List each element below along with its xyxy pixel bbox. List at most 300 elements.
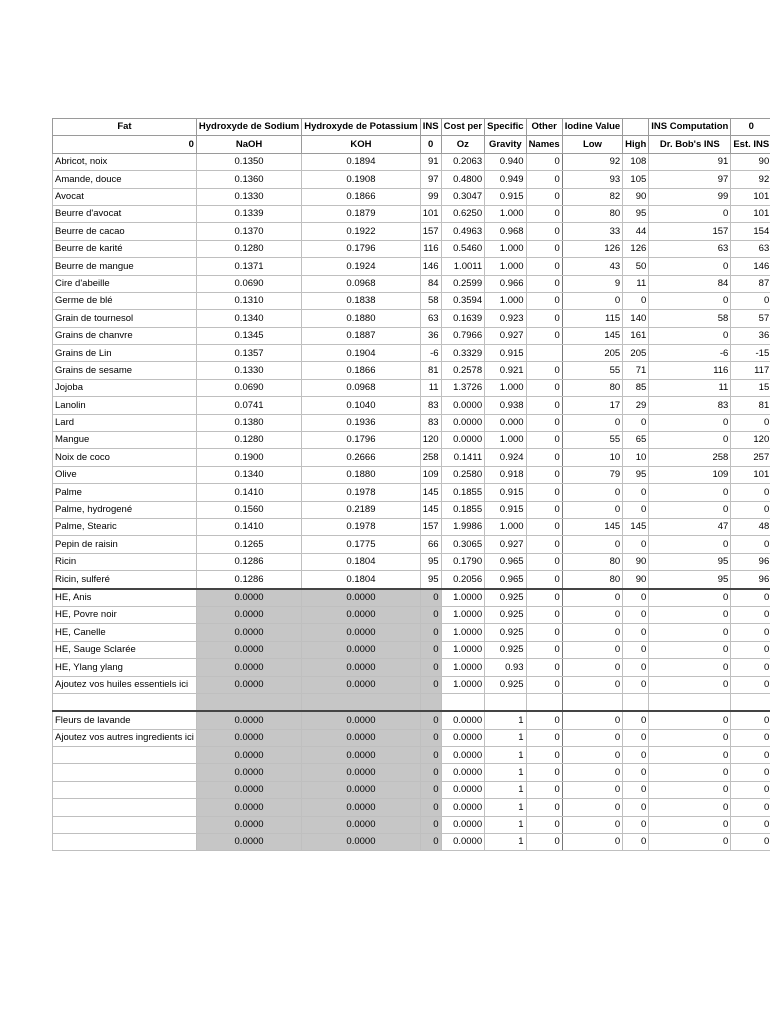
cell-koh[interactable]: 0.0000 [302,781,421,798]
cell-specific-gravity[interactable]: 1 [485,834,526,851]
cell-fat-name[interactable] [53,764,197,781]
cell-dr-bobs-ins[interactable]: 0 [649,205,731,222]
cell-ins[interactable]: 11 [420,379,441,396]
cell-ins[interactable]: 109 [420,466,441,483]
cell-naoh[interactable]: 0.0690 [196,379,301,396]
cell-koh[interactable]: KOH [302,136,421,153]
cell-ins[interactable]: INS [420,119,441,136]
cell-ins[interactable]: 36 [420,327,441,344]
cell-naoh[interactable]: 0.1900 [196,449,301,466]
cell-koh[interactable]: 0.0000 [302,606,421,623]
cell-fat-name[interactable]: Jojoba [53,379,197,396]
cell-fat-name[interactable]: Lanolin [53,397,197,414]
cell-fat-name[interactable] [53,693,197,711]
cell-iodine-high[interactable]: 108 [623,153,649,170]
cell-fat-name[interactable]: Ricin [53,553,197,570]
cell-fat-name[interactable]: Palme, Stearic [53,518,197,535]
cell-ins[interactable]: 0 [420,136,441,153]
cell-koh[interactable]: 0.1879 [302,205,421,222]
cell-naoh[interactable]: 0.1286 [196,571,301,589]
cell-iodine-high[interactable]: 85 [623,379,649,396]
cell-fat-name[interactable]: Palme, hydrogené [53,501,197,518]
cell-iodine-high[interactable]: High [623,136,649,153]
cell-fat-name[interactable] [53,799,197,816]
cell-specific-gravity[interactable]: 0.915 [485,188,526,205]
cell-other-names[interactable]: 0 [526,816,562,833]
cell-est-ins[interactable]: 36 [731,327,770,344]
cell-est-ins[interactable]: 120 [731,432,770,449]
cell-iodine-high[interactable] [623,693,649,711]
cell-iodine-high[interactable]: 0 [623,641,649,658]
cell-dr-bobs-ins[interactable]: 91 [649,153,731,170]
cell-naoh[interactable]: 0.0000 [196,659,301,676]
cell-iodine-high[interactable]: 0 [623,676,649,693]
cell-iodine-high[interactable]: 95 [623,205,649,222]
cell-specific-gravity[interactable]: 1.000 [485,432,526,449]
cell-koh[interactable]: 0.1838 [302,292,421,309]
cell-naoh[interactable]: 0.1310 [196,292,301,309]
cell-cost-per-oz[interactable]: 0.3047 [441,188,485,205]
cell-other-names[interactable]: 0 [526,641,562,658]
cell-cost-per-oz[interactable] [441,693,485,711]
cell-est-ins[interactable]: 0 [731,501,770,518]
cell-iodine-low[interactable]: 0 [562,292,622,309]
cell-specific-gravity[interactable]: 1.000 [485,240,526,257]
cell-dr-bobs-ins[interactable]: 0 [649,799,731,816]
cell-naoh[interactable]: 0.1280 [196,432,301,449]
cell-est-ins[interactable] [731,693,770,711]
cell-other-names[interactable]: 0 [526,414,562,431]
cell-other-names[interactable]: 0 [526,362,562,379]
cell-ins[interactable]: 0 [420,641,441,658]
cell-koh[interactable]: 0.1924 [302,258,421,275]
cell-dr-bobs-ins[interactable]: 97 [649,171,731,188]
cell-iodine-low[interactable]: 92 [562,153,622,170]
cell-dr-bobs-ins[interactable]: 0 [649,589,731,607]
cell-naoh[interactable]: 0.0741 [196,397,301,414]
cell-cost-per-oz[interactable]: 0.0000 [441,397,485,414]
cell-cost-per-oz[interactable]: 0.0000 [441,799,485,816]
cell-koh[interactable]: 0.1978 [302,484,421,501]
cell-iodine-low[interactable]: 80 [562,205,622,222]
cell-iodine-high[interactable]: 0 [623,589,649,607]
cell-iodine-high[interactable]: 0 [623,816,649,833]
cell-specific-gravity[interactable]: Gravity [485,136,526,153]
cell-cost-per-oz[interactable]: 1.0011 [441,258,485,275]
cell-naoh[interactable]: 0.1340 [196,466,301,483]
cell-est-ins[interactable]: 101 [731,466,770,483]
cell-cost-per-oz[interactable]: 0.0000 [441,781,485,798]
cell-specific-gravity[interactable]: 0.921 [485,362,526,379]
cell-specific-gravity[interactable]: 1 [485,764,526,781]
cell-est-ins[interactable]: 257 [731,449,770,466]
cell-est-ins[interactable]: 0 [731,624,770,641]
cell-naoh[interactable]: 0.0000 [196,747,301,764]
cell-iodine-low[interactable]: 0 [562,641,622,658]
cell-specific-gravity[interactable]: 1 [485,799,526,816]
cell-other-names[interactable]: Other [526,119,562,136]
cell-koh[interactable]: 0.2189 [302,501,421,518]
cell-specific-gravity[interactable]: 0.918 [485,466,526,483]
cell-est-ins[interactable]: 0 [731,834,770,851]
cell-naoh[interactable]: 0.0000 [196,624,301,641]
cell-fat-name[interactable]: Cire d'abeille [53,275,197,292]
cell-dr-bobs-ins[interactable]: 0 [649,676,731,693]
cell-iodine-high[interactable]: 0 [623,834,649,851]
cell-ins[interactable]: 95 [420,571,441,589]
cell-fat-name[interactable]: HE, Sauge Sclarée [53,641,197,658]
cell-specific-gravity[interactable]: 1.000 [485,205,526,222]
cell-specific-gravity[interactable]: 0.949 [485,171,526,188]
cell-iodine-high[interactable]: 44 [623,223,649,240]
cell-koh[interactable]: 0.0000 [302,659,421,676]
cell-est-ins[interactable]: 0 [731,781,770,798]
cell-ins[interactable]: 146 [420,258,441,275]
cell-ins[interactable]: 58 [420,292,441,309]
cell-iodine-low[interactable]: 79 [562,466,622,483]
cell-est-ins[interactable]: 15 [731,379,770,396]
cell-iodine-low[interactable]: 0 [562,606,622,623]
cell-cost-per-oz[interactable]: 0.2578 [441,362,485,379]
cell-dr-bobs-ins[interactable]: 0 [649,641,731,658]
cell-specific-gravity[interactable]: 0.940 [485,153,526,170]
cell-other-names[interactable]: 0 [526,466,562,483]
cell-ins[interactable]: 91 [420,153,441,170]
cell-naoh[interactable]: 0.1280 [196,240,301,257]
cell-iodine-low[interactable]: 0 [562,536,622,553]
cell-dr-bobs-ins[interactable]: 0 [649,432,731,449]
cell-naoh[interactable]: 0.1357 [196,345,301,362]
cell-fat-name[interactable]: Abricot, noix [53,153,197,170]
cell-iodine-low[interactable]: 0 [562,747,622,764]
cell-ins[interactable]: 0 [420,834,441,851]
cell-iodine-low[interactable]: 205 [562,345,622,362]
cell-dr-bobs-ins[interactable]: 83 [649,397,731,414]
cell-iodine-high[interactable]: 0 [623,711,649,729]
cell-ins[interactable]: 84 [420,275,441,292]
cell-other-names[interactable]: 0 [526,432,562,449]
cell-iodine-high[interactable]: 0 [623,799,649,816]
cell-koh[interactable]: 0.0000 [302,624,421,641]
cell-koh[interactable]: 0.0000 [302,747,421,764]
cell-dr-bobs-ins[interactable]: 157 [649,223,731,240]
cell-fat-name[interactable]: Ajoutez vos autres ingredients ici [53,729,197,746]
cell-specific-gravity[interactable]: 0.966 [485,275,526,292]
cell-other-names[interactable]: 0 [526,518,562,535]
cell-dr-bobs-ins[interactable]: 11 [649,379,731,396]
cell-ins[interactable]: 0 [420,676,441,693]
cell-koh[interactable]: 0.1866 [302,362,421,379]
cell-iodine-high[interactable]: 0 [623,624,649,641]
cell-koh[interactable]: 0.0000 [302,729,421,746]
cell-other-names[interactable]: 0 [526,536,562,553]
cell-other-names[interactable]: 0 [526,258,562,275]
cell-ins[interactable]: 116 [420,240,441,257]
cell-koh[interactable]: 0.0000 [302,641,421,658]
cell-est-ins[interactable]: 81 [731,397,770,414]
cell-iodine-high[interactable]: 0 [623,414,649,431]
cell-koh[interactable]: 0.1040 [302,397,421,414]
cell-ins[interactable]: 66 [420,536,441,553]
cell-iodine-high[interactable]: 0 [623,659,649,676]
cell-ins[interactable]: 0 [420,624,441,641]
cell-koh[interactable]: 0.1796 [302,432,421,449]
cell-koh[interactable]: 0.0000 [302,764,421,781]
cell-ins[interactable]: 0 [420,659,441,676]
cell-other-names[interactable]: 0 [526,606,562,623]
cell-other-names[interactable]: 0 [526,624,562,641]
cell-fat-name[interactable]: HE, Canelle [53,624,197,641]
cell-est-ins[interactable]: 154 [731,223,770,240]
cell-specific-gravity[interactable]: 0.925 [485,624,526,641]
cell-iodine-low[interactable]: 33 [562,223,622,240]
cell-naoh[interactable]: 0.0000 [196,641,301,658]
cell-fat-name[interactable]: Amande, douce [53,171,197,188]
cell-dr-bobs-ins[interactable]: INS Computation [649,119,731,136]
cell-specific-gravity[interactable]: 0.927 [485,327,526,344]
cell-est-ins[interactable]: 0 [731,119,770,136]
cell-cost-per-oz[interactable]: 0.0000 [441,711,485,729]
cell-naoh[interactable]: 0.0000 [196,816,301,833]
cell-iodine-high[interactable]: 105 [623,171,649,188]
cell-iodine-high[interactable]: 29 [623,397,649,414]
cell-koh[interactable]: 0.1908 [302,171,421,188]
cell-fat-name[interactable]: Grains de Lin [53,345,197,362]
cell-iodine-low[interactable]: 55 [562,432,622,449]
cell-fat-name[interactable]: Fleurs de lavande [53,711,197,729]
cell-dr-bobs-ins[interactable]: 0 [649,747,731,764]
cell-dr-bobs-ins[interactable]: 0 [649,729,731,746]
cell-fat-name[interactable]: HE, Anis [53,589,197,607]
cell-specific-gravity[interactable]: 0.924 [485,449,526,466]
cell-specific-gravity[interactable]: 0.93 [485,659,526,676]
cell-iodine-high[interactable]: 126 [623,240,649,257]
cell-koh[interactable]: 0.1804 [302,553,421,570]
cell-other-names[interactable]: 0 [526,397,562,414]
cell-fat-name[interactable]: Grains de sesame [53,362,197,379]
cell-cost-per-oz[interactable]: 0.3594 [441,292,485,309]
cell-est-ins[interactable]: 0 [731,711,770,729]
cell-koh[interactable]: 0.0000 [302,799,421,816]
cell-iodine-high[interactable]: 0 [623,292,649,309]
cell-dr-bobs-ins[interactable]: 0 [649,327,731,344]
cell-naoh[interactable]: 0.0000 [196,589,301,607]
cell-ins[interactable]: 145 [420,484,441,501]
cell-koh[interactable]: 0.1796 [302,240,421,257]
cell-iodine-low[interactable]: 0 [562,501,622,518]
cell-naoh[interactable]: 0.0000 [196,606,301,623]
cell-dr-bobs-ins[interactable]: 0 [649,414,731,431]
cell-est-ins[interactable]: 92 [731,171,770,188]
cell-dr-bobs-ins[interactable]: 58 [649,310,731,327]
cell-specific-gravity[interactable]: 0.968 [485,223,526,240]
cell-cost-per-oz[interactable]: 1.0000 [441,659,485,676]
cell-naoh[interactable]: 0.1371 [196,258,301,275]
cell-dr-bobs-ins[interactable]: 0 [649,659,731,676]
cell-iodine-high[interactable]: 161 [623,327,649,344]
cell-cost-per-oz[interactable]: 0.0000 [441,747,485,764]
cell-specific-gravity[interactable]: 0.925 [485,606,526,623]
cell-koh[interactable]: 0.1936 [302,414,421,431]
cell-ins[interactable]: 0 [420,816,441,833]
cell-ins[interactable]: -6 [420,345,441,362]
cell-est-ins[interactable]: 0 [731,729,770,746]
cell-other-names[interactable]: 0 [526,310,562,327]
cell-cost-per-oz[interactable]: 0.2580 [441,466,485,483]
cell-dr-bobs-ins[interactable]: 116 [649,362,731,379]
cell-fat-name[interactable]: Palme [53,484,197,501]
cell-ins[interactable] [420,693,441,711]
cell-fat-name[interactable]: Mangue [53,432,197,449]
cell-iodine-low[interactable]: 80 [562,553,622,570]
cell-other-names[interactable]: 0 [526,589,562,607]
cell-iodine-high[interactable]: 90 [623,553,649,570]
cell-fat-name[interactable]: Beurre d'avocat [53,205,197,222]
cell-other-names[interactable]: 0 [526,205,562,222]
cell-iodine-low[interactable]: 115 [562,310,622,327]
cell-specific-gravity[interactable]: 0.000 [485,414,526,431]
cell-dr-bobs-ins[interactable]: 0 [649,781,731,798]
cell-iodine-low[interactable]: 9 [562,275,622,292]
cell-dr-bobs-ins[interactable]: 47 [649,518,731,535]
cell-iodine-high[interactable]: 205 [623,345,649,362]
cell-other-names[interactable]: 0 [526,659,562,676]
cell-other-names[interactable]: Names [526,136,562,153]
cell-other-names[interactable]: 0 [526,711,562,729]
cell-koh[interactable]: 0.1894 [302,153,421,170]
cell-fat-name[interactable]: Ricin, sulferé [53,571,197,589]
cell-other-names[interactable]: 0 [526,501,562,518]
cell-other-names[interactable]: 0 [526,747,562,764]
cell-cost-per-oz[interactable]: 1.0000 [441,606,485,623]
cell-iodine-low[interactable]: 0 [562,659,622,676]
cell-fat-name[interactable] [53,816,197,833]
cell-other-names[interactable]: 0 [526,484,562,501]
cell-dr-bobs-ins[interactable]: 0 [649,816,731,833]
cell-fat-name[interactable]: HE, Povre noir [53,606,197,623]
cell-cost-per-oz[interactable]: 0.3329 [441,345,485,362]
cell-iodine-low[interactable]: 0 [562,834,622,851]
cell-other-names[interactable]: 0 [526,171,562,188]
cell-specific-gravity[interactable]: 0.938 [485,397,526,414]
cell-fat-name[interactable]: Avocat [53,188,197,205]
cell-ins[interactable]: 83 [420,414,441,431]
cell-other-names[interactable]: 0 [526,153,562,170]
cell-iodine-low[interactable]: 0 [562,799,622,816]
cell-koh[interactable]: 0.1904 [302,345,421,362]
cell-est-ins[interactable]: 0 [731,799,770,816]
cell-cost-per-oz[interactable]: Cost per [441,119,485,136]
cell-ins[interactable]: 81 [420,362,441,379]
cell-fat-name[interactable] [53,834,197,851]
cell-cost-per-oz[interactable]: 1.0000 [441,589,485,607]
cell-est-ins[interactable]: 96 [731,571,770,589]
cell-iodine-high[interactable]: 0 [623,536,649,553]
cell-koh[interactable]: 0.1804 [302,571,421,589]
cell-naoh[interactable]: 0.1410 [196,484,301,501]
cell-specific-gravity[interactable]: 1 [485,747,526,764]
cell-cost-per-oz[interactable]: 0.1790 [441,553,485,570]
cell-naoh[interactable]: 0.0690 [196,275,301,292]
cell-specific-gravity[interactable]: 0.965 [485,553,526,570]
cell-koh[interactable]: 0.0000 [302,676,421,693]
cell-koh[interactable]: 0.0000 [302,834,421,851]
cell-est-ins[interactable]: 0 [731,536,770,553]
cell-other-names[interactable]: 0 [526,729,562,746]
cell-naoh[interactable]: 0.0000 [196,764,301,781]
cell-iodine-high[interactable]: 65 [623,432,649,449]
cell-iodine-high[interactable]: 0 [623,606,649,623]
cell-fat-name[interactable]: Grains de chanvre [53,327,197,344]
cell-specific-gravity[interactable]: 0.925 [485,676,526,693]
cell-naoh[interactable]: 0.1345 [196,327,301,344]
cell-specific-gravity[interactable]: 1.000 [485,258,526,275]
cell-ins[interactable]: 0 [420,799,441,816]
cell-ins[interactable]: 145 [420,501,441,518]
cell-other-names[interactable]: 0 [526,188,562,205]
cell-iodine-low[interactable]: 0 [562,764,622,781]
cell-dr-bobs-ins[interactable]: 0 [649,606,731,623]
cell-est-ins[interactable]: 0 [731,747,770,764]
cell-iodine-high[interactable]: 0 [623,764,649,781]
cell-ins[interactable]: 258 [420,449,441,466]
cell-ins[interactable]: 120 [420,432,441,449]
cell-dr-bobs-ins[interactable]: 0 [649,536,731,553]
cell-naoh[interactable]: 0.1330 [196,188,301,205]
cell-dr-bobs-ins[interactable]: -6 [649,345,731,362]
cell-cost-per-oz[interactable]: 0.3065 [441,536,485,553]
cell-other-names[interactable]: 0 [526,379,562,396]
cell-naoh[interactable]: NaOH [196,136,301,153]
cell-other-names[interactable]: 0 [526,676,562,693]
cell-iodine-high[interactable]: 0 [623,781,649,798]
cell-dr-bobs-ins[interactable]: Dr. Bob's INS [649,136,731,153]
cell-specific-gravity[interactable]: 1.000 [485,518,526,535]
cell-cost-per-oz[interactable]: 0.0000 [441,432,485,449]
cell-naoh[interactable]: 0.1339 [196,205,301,222]
cell-fat-name[interactable]: Fat [53,119,197,136]
cell-est-ins[interactable]: Est. INS [731,136,770,153]
cell-fat-name[interactable] [53,747,197,764]
cell-fat-name[interactable]: Grain de tournesol [53,310,197,327]
cell-iodine-low[interactable] [562,693,622,711]
cell-est-ins[interactable]: -15 [731,345,770,362]
cell-iodine-low[interactable]: 10 [562,449,622,466]
cell-cost-per-oz[interactable]: 0.0000 [441,729,485,746]
cell-ins[interactable]: 97 [420,171,441,188]
cell-fat-name[interactable]: Pepin de raisin [53,536,197,553]
cell-naoh[interactable]: 0.0000 [196,834,301,851]
cell-specific-gravity[interactable]: 1 [485,816,526,833]
cell-dr-bobs-ins[interactable]: 0 [649,624,731,641]
cell-koh[interactable]: 0.1922 [302,223,421,240]
cell-dr-bobs-ins[interactable]: 0 [649,258,731,275]
cell-dr-bobs-ins[interactable]: 99 [649,188,731,205]
cell-dr-bobs-ins[interactable]: 0 [649,484,731,501]
cell-est-ins[interactable]: 0 [731,659,770,676]
cell-ins[interactable]: 0 [420,606,441,623]
cell-iodine-low[interactable]: 0 [562,484,622,501]
cell-ins[interactable]: 99 [420,188,441,205]
cell-koh[interactable] [302,693,421,711]
cell-naoh[interactable]: 0.1360 [196,171,301,188]
cell-specific-gravity[interactable]: Specific [485,119,526,136]
cell-specific-gravity[interactable]: 1.000 [485,292,526,309]
cell-other-names[interactable]: 0 [526,292,562,309]
cell-dr-bobs-ins[interactable]: 0 [649,501,731,518]
cell-iodine-low[interactable]: 0 [562,676,622,693]
cell-cost-per-oz[interactable]: 0.4963 [441,223,485,240]
